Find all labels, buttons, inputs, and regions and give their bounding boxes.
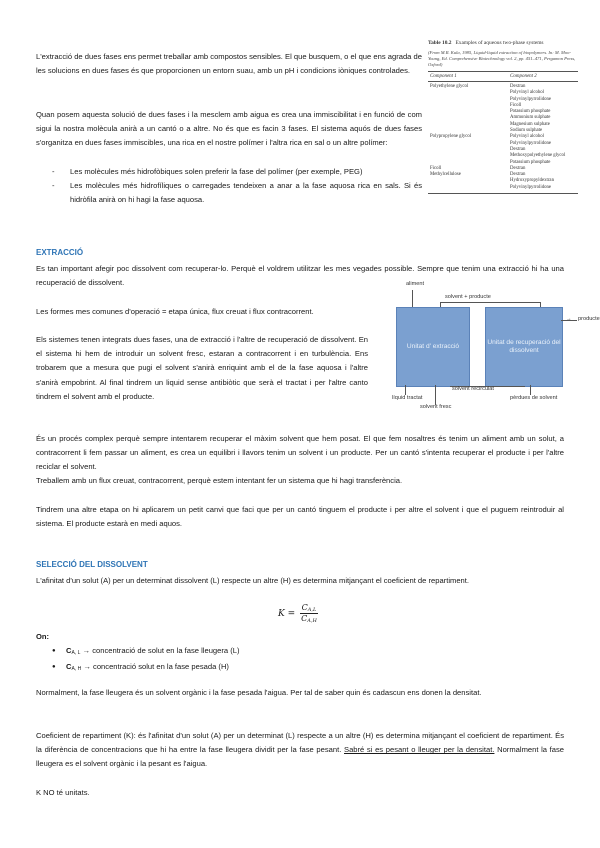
seleccio-paragraph-1: L'afinitat d'un solut (A) per un determinat dissolvent (L) respecte un altre (H) es determina mitjançant el coeficient de repartiment. [36, 576, 469, 585]
table-cell: Polyvinylpyrrolidone [510, 96, 552, 102]
table-cell: Hydroxypropyldextran [510, 178, 554, 184]
list-item: - Les molècules més hidrofíliques o carregades tendeixen a anar a la fase aquosa rica en sals. Si és hidròfila anirà on hi hagi la fase aquosa. [36, 179, 422, 207]
label-liquid-tractat: líquid tractat [392, 395, 423, 401]
recovery-unit-box: Unitat de recuperació del dissolvent [485, 307, 563, 387]
extraction-diagram [390, 278, 600, 418]
table-cell: Sodium sulphate [510, 128, 543, 134]
formula-den-sub: A,H [307, 618, 317, 624]
table-cell: Dextran [510, 165, 526, 171]
arrow-right-icon: → [566, 316, 572, 322]
concentration-list [36, 644, 564, 676]
table-cell: Dextran [510, 172, 526, 178]
table-caption: Examples of aqueous two-phase systems [455, 40, 544, 46]
formula-num: C [301, 603, 308, 612]
table-source: (From M.R. Kula, 1985, Liquid-liquid extraction of biopolymers. In: M. Moo-Young, Ed. Comprehensive Biotechnology vol. 2, pp. 451–471, Pergamon Press, Oxford) [428, 50, 576, 67]
extraccio-paragraph-2: Les formes mes comunes d'operació = etapa única, flux creuat i flux contracorrent. [36, 307, 314, 316]
table-cell: Dextran [510, 84, 526, 89]
seleccio-paragraph-4: K NO té unitats. [36, 788, 90, 797]
table-cell [428, 185, 510, 191]
table-figure [428, 40, 578, 194]
table-cell: Polyvinyl alcohol [510, 134, 544, 140]
extraccio-paragraph-3: Els sistemes tenen integrats dues fases, una de extracció i l'altre de recuperació de dissolvent. En el sistema hi hem de introduir un solvent fresc, estaran a contracorrent i en turbulència. Ens trobarem que a mesura que pugi el solvent s'anirà enriquint amb el de la fase aquosa i l'altre s'anirà empobrint. Al final tindrem un liquid sense antibiòtic que serà el tractat i per l'altre canto tindrem el solvent amb el producte. [36, 335, 368, 401]
formula-num-sub: A,L [307, 607, 317, 613]
extraccio-paragraph-4: És un procés complex perquè sempre intentarem recuperar el màxim solvent que hem posat. El que fem nosaltres és tenim un aliment amb un solut, a contracorrent li fem passar un aliment, es crea un equilibri i llavors tenim un solvent i un producte. Per un cantó s'intenta recuperar el producte i per l'altre reciclar el solvent. [36, 434, 564, 472]
table-col-1: Component 1 [430, 74, 457, 79]
table-cell: Dextran [510, 146, 526, 152]
section-heading-seleccio: SELECCIÓ DEL DISSOLVENT [36, 560, 148, 569]
table-cell: Potassium phosphate [510, 109, 551, 115]
intro-paragraph-1: L'extracció de dues fases ens permet treballar amb compostos sensibles. El que busquem, o el que ens agrada de les solucions en dues fases és que proporcionen un entorn suau, amb un pH i condicions iòniques controlades. [36, 52, 422, 76]
intro-bullet-list [36, 165, 422, 208]
table-row [428, 185, 578, 191]
extraction-unit-box: Unitat d' extracció [396, 307, 470, 387]
on-label: On: [36, 632, 50, 641]
label-solvent-producte: solvent + producte [445, 294, 491, 300]
table-cell: Polyethylene glycol [430, 84, 469, 89]
table-cell: Methoxypolyethylene glycol [510, 153, 566, 159]
table-cell: Ficoll [510, 102, 522, 108]
table-header [428, 72, 578, 82]
label-solvent-fresc: solvent fresc [420, 404, 452, 410]
extraccio-paragraph-6: Tindrem una altre etapa on hi aplicarem un petit canvi que faci que per un cantó tinguem el producte i per altre el solvent i que el puguem reintroduir al sistema. El producte estarà en medi aquos. [36, 505, 564, 529]
table-col-2: Component 2 [510, 74, 537, 79]
extraccio-paragraph-5: Treballem amb un flux creuat, contracorrent, perquè estem intentant fer un sistema que hi hagi transferència. [36, 476, 403, 485]
list-item: ● $C_{A, L}$ → concentració de solut en la fase lleugera (L) [36, 644, 564, 660]
intro-paragraph-2: Quan posem aquesta solució de dues fases i la mesclem amb aigua es crea una immiscibilitat i en funció de com sigui la nostra molècula anirà a un cantó o a altre. No és que es facin 3 fases. El sistema aquós de dues fases s'organitza en dues fases immiscibles, una rica en el nostre polímer i l'altra rica en sal o un altre polímer: [36, 110, 422, 148]
table-cell: Polypropylene glycol [430, 134, 472, 140]
table-cell: Ammonium sulphate [510, 115, 551, 121]
list-item: - Les molècules més hidrofòbiques solen preferir la fase del polímer (per exemple, PEG) [36, 165, 422, 179]
formula-den: C [301, 614, 308, 623]
table-cell: Methylcellulose [430, 172, 461, 178]
section-heading-extraccio: EXTRACCIÓ [36, 248, 84, 257]
extraccio-paragraph-1: Es tan important afegir poc dissolvent com recuperar-lo. Perquè el voldrem utilitzar les mes vegades possible. Sempre que tenim una extracció hi ha una recuperació de dissolvent. [36, 264, 564, 288]
table-cell: Ficoll [430, 165, 442, 171]
list-item: ● $C_{A, H}$ → concentració solut en la fase pesada (H) [36, 660, 564, 676]
partition-formula [278, 603, 319, 624]
table-cell: Polyvinylpyrrolidone [510, 140, 552, 146]
table-cell: Polyvinylpyrrolidone [510, 184, 552, 190]
formula-k: K = [278, 608, 296, 619]
table-number: Table 10.2 [428, 40, 452, 46]
seleccio-paragraph-3: Coeficient de repartiment (K): és l'afinitat d'un solut (A) per un determinat (L) respecte a un altre (H) es determina mitjançant el coeficient de repartiment. És la diferència de concentracions que hi ha entre la fase lleugera dividit per la fase pesant. Sabré si es pesant o lleuger per la densitat. Normalment la fase lleugera es el solvent orgànic i la pesant es l'aigua. [36, 731, 565, 769]
table-cell: Polyvinyl alcohol [510, 90, 544, 96]
label-solvent-recirculat: solvent recirculat [452, 386, 494, 392]
table-body [428, 84, 578, 191]
label-producte: producte [578, 316, 600, 322]
seleccio-paragraph-2: Normalment, la fase lleugera és un solvent orgànic i la fase pesada l'aigua. Per tal de saber quin és cadascun ens donen la densitat. [36, 688, 482, 697]
table-cell: Potassium phosphate [510, 159, 551, 165]
label-perdues: pèrdues de solvent [510, 395, 558, 401]
table-cell: Magnesium sulphate [510, 121, 550, 127]
underlined-note: Sabré si es pesant o lleuger per la densitat. [344, 745, 495, 755]
label-aliment: aliment [406, 281, 425, 287]
